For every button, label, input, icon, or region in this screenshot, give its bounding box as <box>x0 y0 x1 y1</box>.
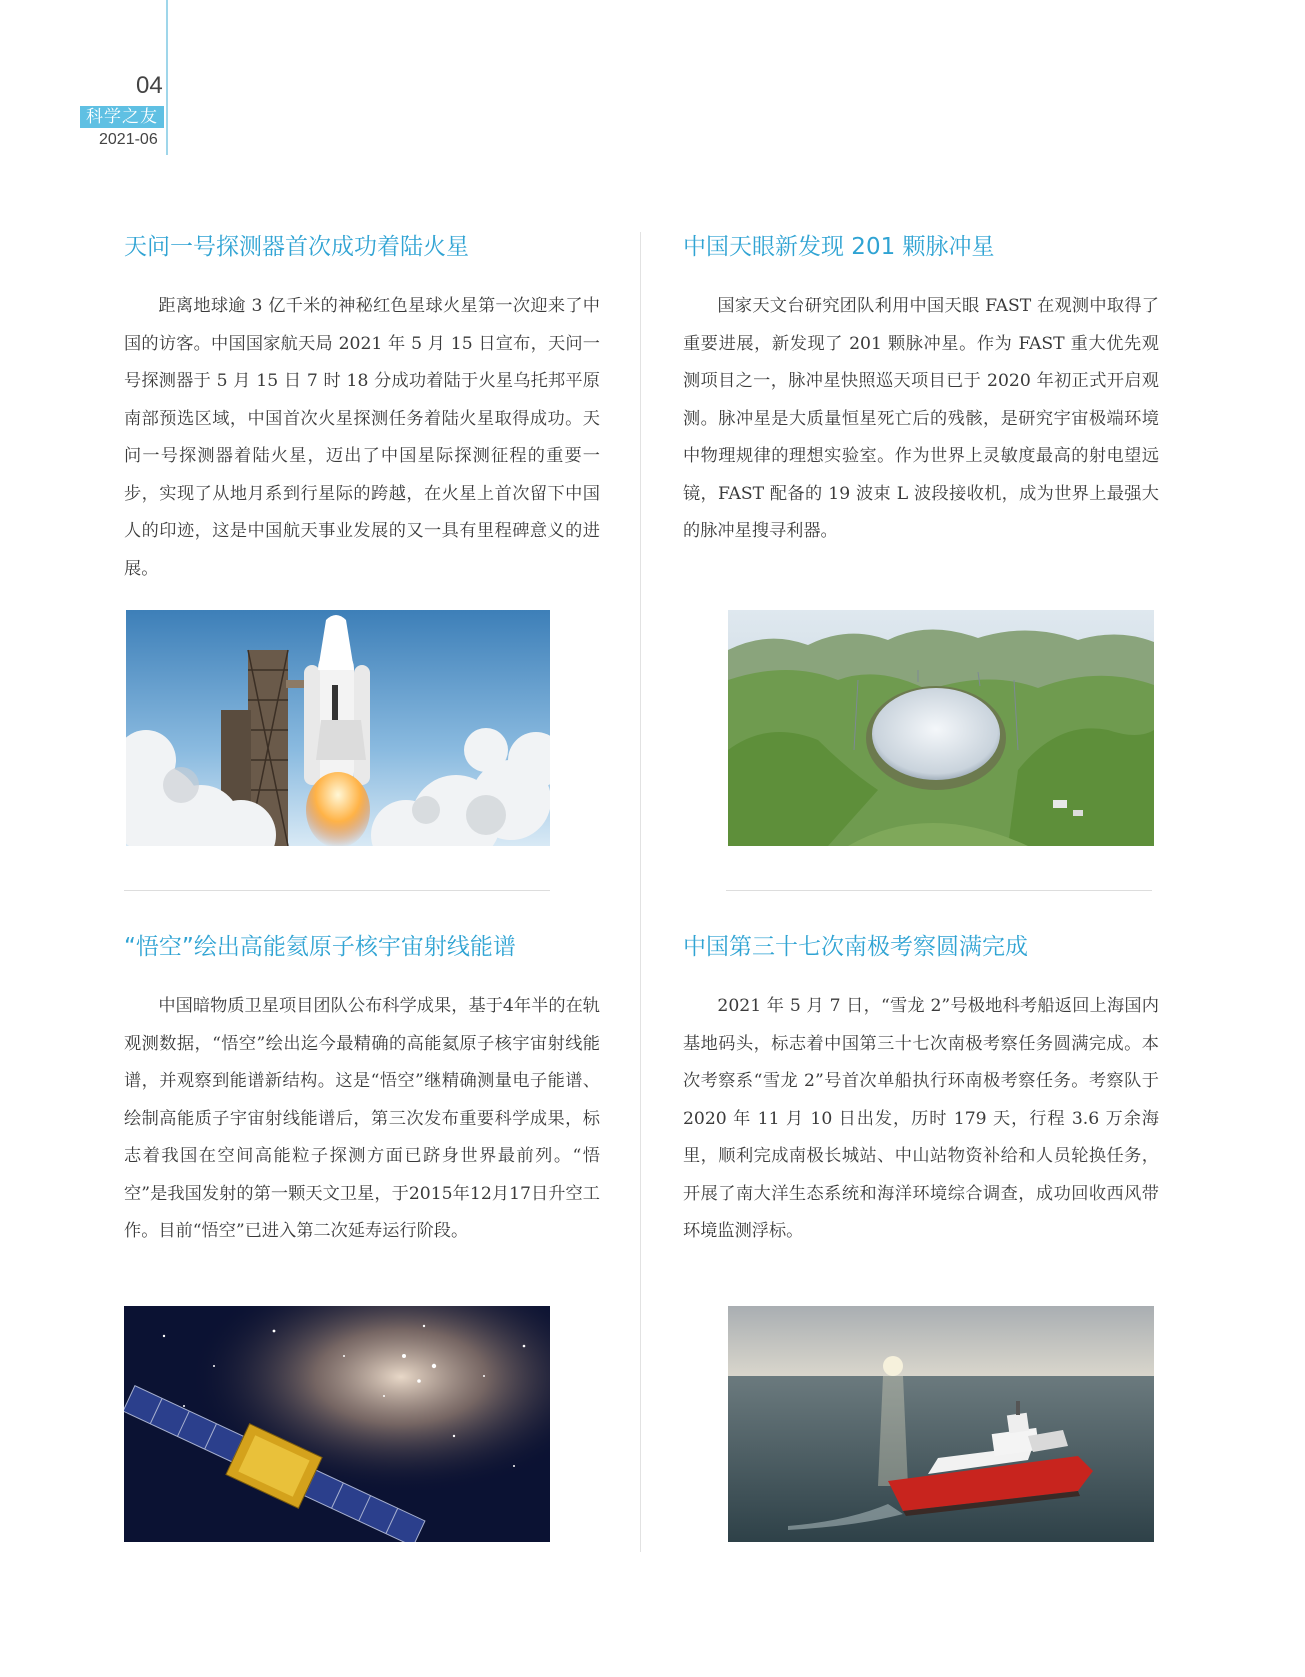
article-mars-landing <box>124 232 600 588</box>
fast-telescope-photo <box>728 610 1154 846</box>
rocket-launch-photo <box>126 610 550 846</box>
article-body: 中国暗物质卫星项目团队公布科学成果，基于4年半的在轨观测数据，“悟空”绘出迄今最精确的高能氦原子核宇宙射线能谱，并观察到能谱新结构。这是“悟空”继精确测量电子能谱、绘制高能质子宇宙射线能谱后，第三次发布重要科学成果，标志着我国在空间高能粒子探测方面已跻身世界最前列。“悟空”是我国发射的第一颗天文卫星，于2015年12月17日升空工作。目前“悟空”已进入第二次延寿运行阶段。 <box>124 996 600 1241</box>
article-title: 中国第三十七次南极考察圆满完成 <box>683 934 1028 960</box>
article-body: 国家天文台研究团队利用中国天眼 FAST 在观测中取得了重要进展，新发现了 201 颗脉冲星。作为 FAST 重大优先观测项目之一，脉冲星快照巡天项目已于 2020 年初正式开启观测。脉冲星是大质量恒星死亡后的残骸，是研究宇宙极端环境中物理规律的理想实验室。作为世界上灵敏度最高的射电望远镜，FAST 配备的 19 波束 L 波段接收机，成为世界上最强大的脉冲星搜寻利器。 <box>683 296 1159 541</box>
section-rule-left <box>124 890 550 891</box>
article-fast-pulsars <box>683 232 1159 551</box>
article-title: 天问一号探测器首次成功着陆火星 <box>124 234 469 260</box>
issue-date: 2021-06 <box>99 131 158 148</box>
article-title: 中国天眼新发现 201 颗脉冲星 <box>683 234 995 260</box>
section-rule-right <box>726 890 1152 891</box>
article-title: “悟空”绘出高能氦原子核宇宙射线能谱 <box>124 934 516 960</box>
article-body: 2021 年 5 月 7 日，“雪龙 2”号极地科考船返回上海国内基地码头，标志着中国第三十七次南极考察任务圆满完成。本次考察系“雪龙 2”号首次单船执行环南极考察任务。考察队于 2020 年 11 月 10 日出发，历时 179 天，行程 3.6 万余海里，顺利完成南极长城站、中山站物资补给和人员轮换任务，开展了南大洋生态系统和海洋环境综合调查，成功回收西风带环境监测浮标。 <box>683 996 1159 1241</box>
margin-rule <box>166 0 168 155</box>
article-wukong-spectrum <box>124 932 600 1251</box>
magazine-name: 科学之友 <box>80 106 164 128</box>
article-body: 距离地球逾 3 亿千米的神秘红色星球火星第一次迎来了中国的访客。中国国家航天局 2021 年 5 月 15 日宣布，天问一号探测器于 5 月 15 日 7 时 18 分成功着陆于火星乌托邦平原南部预选区域，中国首次火星探测任务着陆火星取得成功。天问一号探测器着陆火星，迈出了中国星际探测征程的重要一步，实现了从地月系到行星际的跨越，在火星上首次留下中国人的印迹，这是中国航天事业发展的又一具有里程碑意义的进展。 <box>124 296 600 579</box>
page-number: 04 <box>136 72 163 99</box>
column-divider <box>640 232 641 1552</box>
satellite-space-photo <box>124 1306 550 1542</box>
icebreaker-ship-photo <box>728 1306 1154 1542</box>
article-antarctic-expedition <box>683 932 1159 1251</box>
